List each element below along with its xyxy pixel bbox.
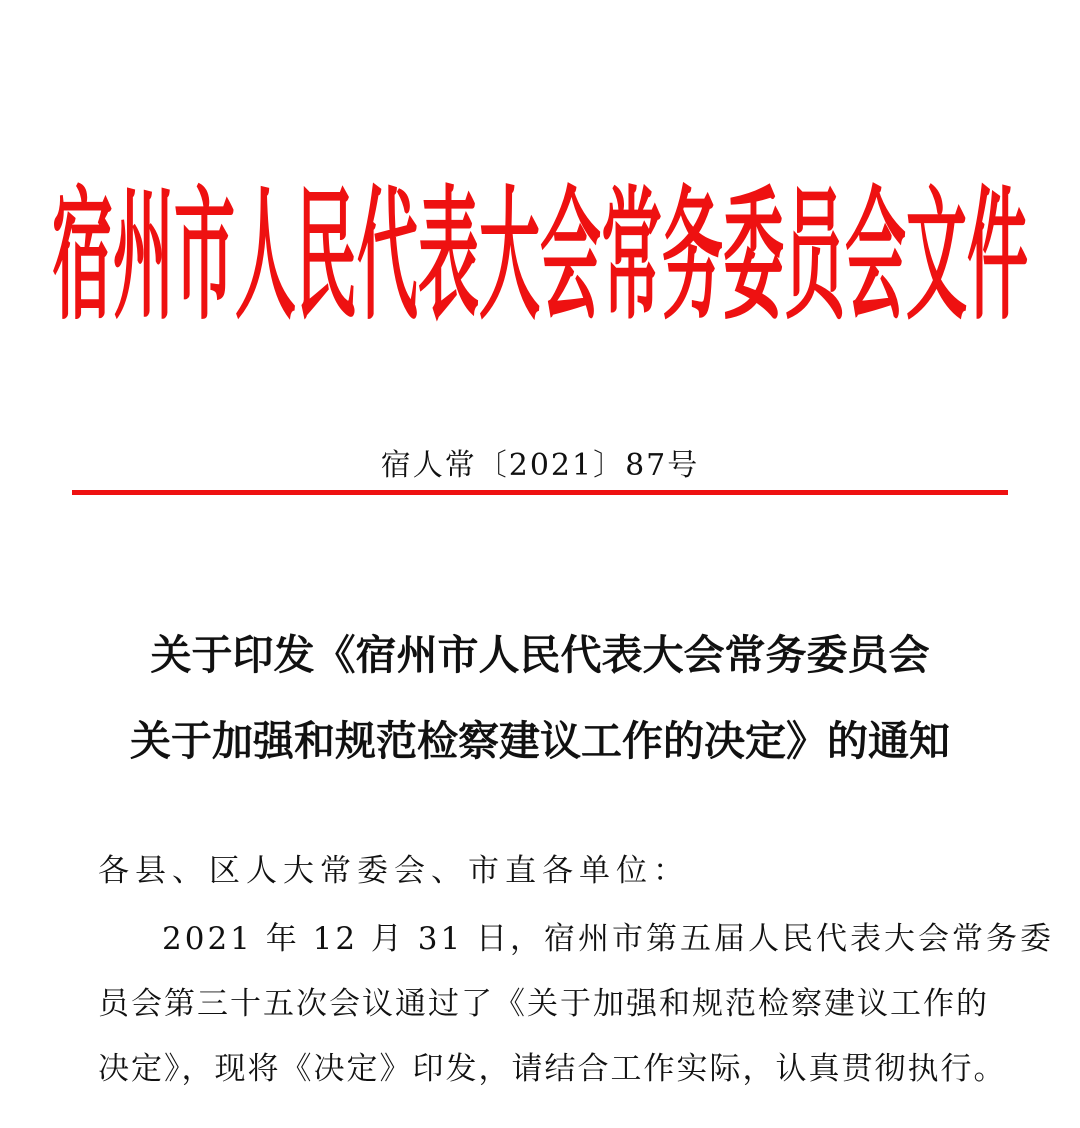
salutation: 各县、区人大常委会、市直各单位： [98,853,690,889]
red-divider-line [72,490,1008,495]
masthead [52,150,1029,341]
masthead-title: 宿州市人民代表大会常务委员会文件 [52,173,1029,341]
body-paragraph-line: 决定》，现将《决定》印发，请结合工作实际，认真贯彻执行。 [98,1051,1007,1087]
notice-title-line-2: 关于加强和规范检察建议工作的决定》的通知 [130,717,950,765]
document-number: 宿人常〔2021〕87号 [380,448,700,483]
body-paragraph-line: 2021 年 12 月 31 日，宿州市第五届人民代表大会常务委 [162,921,1055,957]
notice-title-line-1: 关于印发《宿州市人民代表大会常务委员会 [150,631,930,679]
body-paragraph-line: 员会第三十五次会议通过了《关于加强和规范检察建议工作的 [98,986,989,1022]
